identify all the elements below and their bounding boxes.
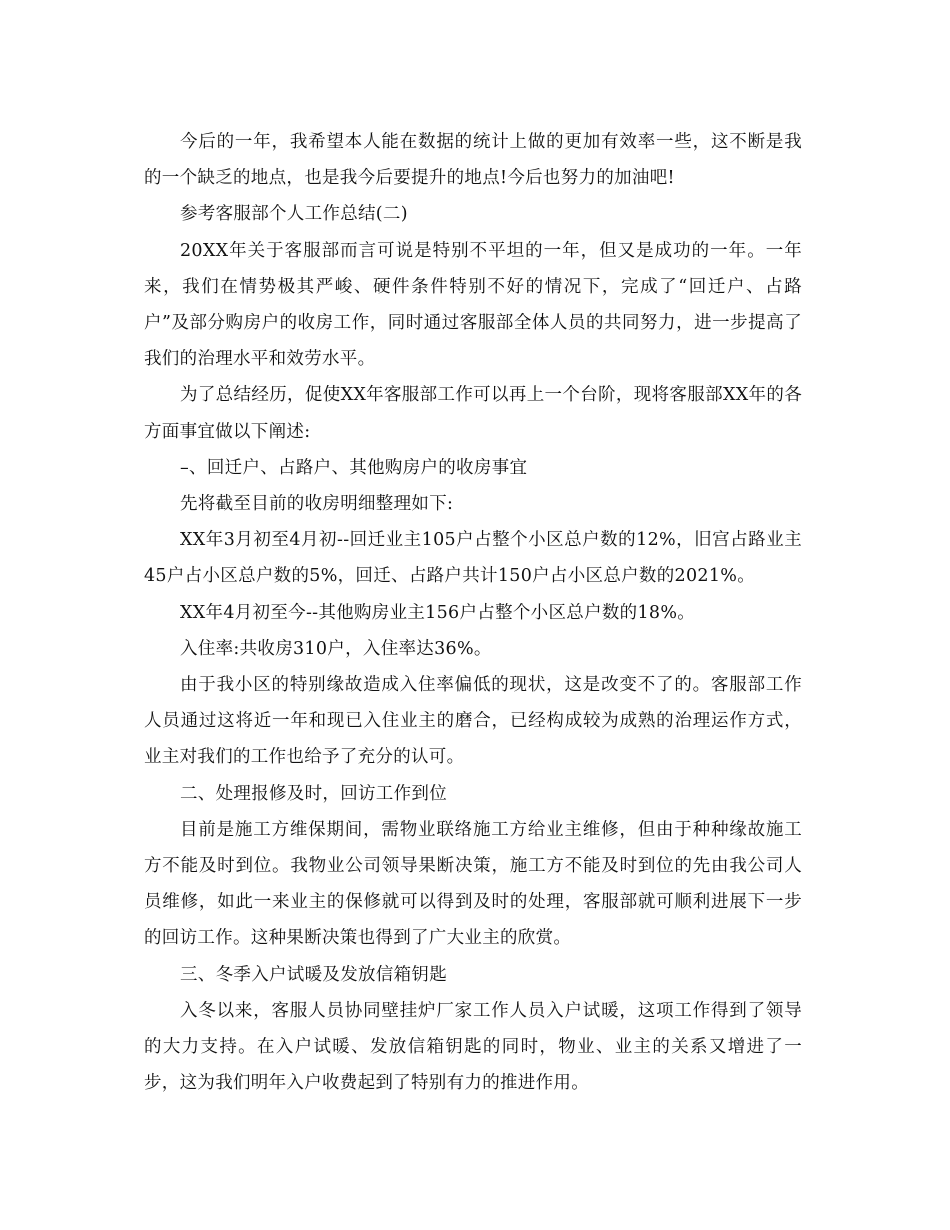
paragraph-intro-details: 先将截至目前的收房明细整理如下:: [180, 494, 454, 515]
paragraph-occupancy-rate: 入住率:共收房310户，入住率达36%。: [180, 638, 492, 659]
paragraph-stats-april-now: XX年4月初至今--其他购房业主156户占整个小区总户数的18%。: [180, 602, 696, 623]
paragraph-closing-hope: 今后的一年，我希望本人能在数据的统计上做的更加有效率一些，这不断是我的一个缺乏的地点，也是我今后要提升的地点!今后也努力的加油吧!: [144, 132, 802, 189]
paragraph-repairs: 目前是施工方维保期间，需物业联络施工方给业主维修，但由于种种缘故施工方不能及时到位。我物业公司领导果断决策，施工方不能及时到位的先由我公司人员维修，如此一来业主的保修就可以得到及时的处理，客服部就可顺利进展下一步的回访工作。这种果断决策也得到了广大业主的欣赏。: [144, 819, 802, 949]
paragraph-winter-heating: 入冬以来，客服人员协同壁挂炉厂家工作人员入户试暖，这项工作得到了领导的大力支持。在入户试暖、发放信箱钥匙的同时，物业、业主的关系又增进了一步，这为我们明年入户收费起到了特别有力的推进作用。: [144, 1000, 802, 1094]
section-title-summary-two: 参考客服部个人工作总结(二): [180, 204, 408, 225]
paragraph-stats-march-april: XX年3月初至4月初--回迁业主105户占整个小区总户数的12%，旧宫占路业主45户占小区总户数的5%，回迁、占路户共计150户占小区总户数的2021%。: [144, 530, 802, 587]
heading-section-one: –、回迁户、占路户、其他购房户的收房事宜: [180, 457, 528, 478]
heading-section-two: 二、处理报修及时，回访工作到位: [180, 783, 447, 804]
paragraph-purpose: 为了总结经历，促使XX年客服部工作可以再上一个台阶，现将客服部XX年的各方面事宜做以下阐述:: [144, 385, 802, 442]
document-page: [144, 124, 802, 1101]
heading-section-three: 三、冬季入户试暖及发放信箱钥匙: [180, 964, 447, 985]
paragraph-year-overview: 20XX年关于客服部而言可说是特别不平坦的一年，但又是成功的一年。一年来，我们在情势极其严峻、硬件条件特别不好的情况下，完成了“回迁户、占路户”及部分购房户的收房工作，同时通过客服部全体人员的共同努力，进一步提高了我们的治理水平和效劳水平。: [144, 240, 802, 370]
paragraph-occupancy-reason: 由于我小区的特别缘故造成入住率偏低的现状，这是改变不了的。客服部工作人员通过这将近一年和现已入住业主的磨合，已经构成较为成熟的治理运作方式，业主对我们的工作也给予了充分的认可。: [144, 675, 802, 768]
